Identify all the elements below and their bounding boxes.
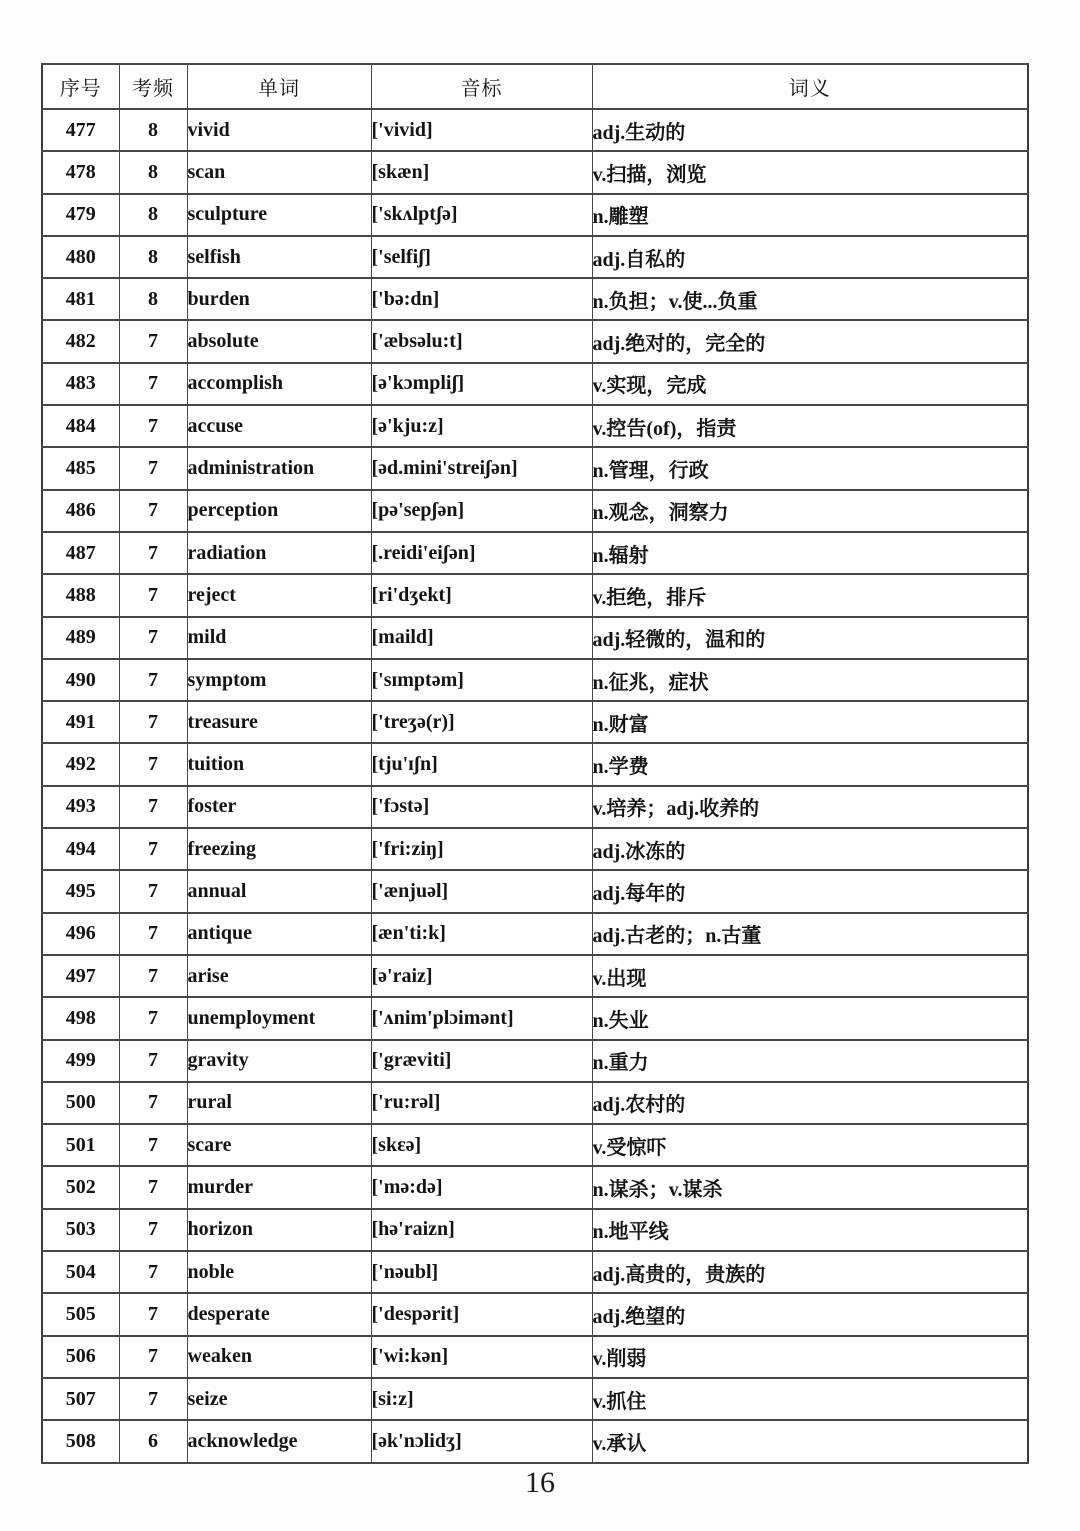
cell-phonetic: [pə'sepʃən]	[371, 490, 592, 532]
cell-no: 498	[42, 997, 119, 1039]
cell-no: 477	[42, 109, 119, 151]
vocab-table-header	[42, 64, 1028, 109]
cell-no: 481	[42, 278, 119, 320]
table-row	[42, 278, 1028, 320]
table-row	[42, 236, 1028, 278]
cell-phonetic: ['wi:kən]	[371, 1336, 592, 1378]
cell-word: treasure	[187, 701, 371, 743]
cell-meaning: n.管理，行政	[592, 447, 1028, 489]
cell-freq: 7	[119, 1124, 187, 1166]
cell-no: 480	[42, 236, 119, 278]
cell-phonetic: [maild]	[371, 617, 592, 659]
column-header-freq: 考频	[119, 64, 187, 109]
cell-phonetic: ['fri:ziŋ]	[371, 828, 592, 870]
table-row	[42, 870, 1028, 912]
column-header-phonetic: 音标	[371, 64, 592, 109]
cell-word: foster	[187, 786, 371, 828]
cell-phonetic: ['nəubl]	[371, 1251, 592, 1293]
cell-freq: 6	[119, 1420, 187, 1462]
cell-freq: 7	[119, 1166, 187, 1208]
cell-phonetic: ['mə:də]	[371, 1166, 592, 1208]
cell-phonetic: [ə'kju:z]	[371, 405, 592, 447]
cell-no: 491	[42, 701, 119, 743]
cell-phonetic: [skæn]	[371, 151, 592, 193]
table-row	[42, 997, 1028, 1039]
cell-word: vivid	[187, 109, 371, 151]
table-row	[42, 490, 1028, 532]
cell-no: 488	[42, 574, 119, 616]
table-row	[42, 532, 1028, 574]
table-row	[42, 659, 1028, 701]
cell-freq: 8	[119, 278, 187, 320]
cell-no: 479	[42, 194, 119, 236]
cell-phonetic: ['bə:dn]	[371, 278, 592, 320]
cell-freq: 7	[119, 1251, 187, 1293]
cell-meaning: adj.每年的	[592, 870, 1028, 912]
cell-meaning: v.培养；adj.收养的	[592, 786, 1028, 828]
cell-no: 493	[42, 786, 119, 828]
cell-freq: 7	[119, 532, 187, 574]
cell-meaning: v.抓住	[592, 1378, 1028, 1420]
cell-word: absolute	[187, 320, 371, 362]
cell-word: antique	[187, 913, 371, 955]
cell-no: 499	[42, 1040, 119, 1082]
cell-word: acknowledge	[187, 1420, 371, 1462]
cell-word: sculpture	[187, 194, 371, 236]
cell-no: 486	[42, 490, 119, 532]
cell-meaning: v.扫描，浏览	[592, 151, 1028, 193]
cell-freq: 7	[119, 490, 187, 532]
vocab-table-container	[41, 63, 1027, 1464]
cell-no: 506	[42, 1336, 119, 1378]
cell-meaning: adj.轻微的，温和的	[592, 617, 1028, 659]
table-row	[42, 913, 1028, 955]
cell-no: 501	[42, 1124, 119, 1166]
cell-meaning: v.拒绝，排斥	[592, 574, 1028, 616]
cell-freq: 7	[119, 955, 187, 997]
table-row	[42, 320, 1028, 362]
cell-freq: 7	[119, 1293, 187, 1335]
cell-no: 495	[42, 870, 119, 912]
table-row	[42, 1420, 1028, 1462]
cell-word: reject	[187, 574, 371, 616]
cell-no: 484	[42, 405, 119, 447]
cell-no: 502	[42, 1166, 119, 1208]
cell-no: 497	[42, 955, 119, 997]
table-row	[42, 1251, 1028, 1293]
table-row	[42, 363, 1028, 405]
cell-meaning: adj.古老的；n.古董	[592, 913, 1028, 955]
cell-no: 478	[42, 151, 119, 193]
cell-word: rural	[187, 1082, 371, 1124]
vocab-table-body	[42, 109, 1028, 1463]
vocab-table	[41, 63, 1029, 1464]
cell-meaning: adj.自私的	[592, 236, 1028, 278]
cell-freq: 7	[119, 786, 187, 828]
cell-phonetic: [.reidi'eiʃən]	[371, 532, 592, 574]
cell-phonetic: [ri'dʒekt]	[371, 574, 592, 616]
cell-phonetic: [æn'ti:k]	[371, 913, 592, 955]
table-row	[42, 1124, 1028, 1166]
cell-freq: 7	[119, 870, 187, 912]
cell-phonetic: [ə'raiz]	[371, 955, 592, 997]
cell-word: mild	[187, 617, 371, 659]
cell-freq: 7	[119, 447, 187, 489]
cell-freq: 7	[119, 320, 187, 362]
table-row	[42, 743, 1028, 785]
cell-meaning: adj.冰冻的	[592, 828, 1028, 870]
cell-phonetic: [skɛə]	[371, 1124, 592, 1166]
cell-meaning: adj.生动的	[592, 109, 1028, 151]
cell-phonetic: ['ru:rəl]	[371, 1082, 592, 1124]
cell-freq: 7	[119, 1040, 187, 1082]
cell-no: 500	[42, 1082, 119, 1124]
cell-freq: 7	[119, 743, 187, 785]
table-row	[42, 574, 1028, 616]
cell-freq: 7	[119, 659, 187, 701]
cell-word: gravity	[187, 1040, 371, 1082]
cell-freq: 7	[119, 913, 187, 955]
cell-word: weaken	[187, 1336, 371, 1378]
cell-meaning: adj.农村的	[592, 1082, 1028, 1124]
cell-word: murder	[187, 1166, 371, 1208]
cell-meaning: n.雕塑	[592, 194, 1028, 236]
cell-meaning: n.失业	[592, 997, 1028, 1039]
table-row	[42, 701, 1028, 743]
cell-word: seize	[187, 1378, 371, 1420]
cell-meaning: adj.高贵的，贵族的	[592, 1251, 1028, 1293]
cell-no: 508	[42, 1420, 119, 1462]
table-row	[42, 194, 1028, 236]
cell-word: noble	[187, 1251, 371, 1293]
cell-word: desperate	[187, 1293, 371, 1335]
cell-no: 490	[42, 659, 119, 701]
cell-meaning: n.谋杀；v.谋杀	[592, 1166, 1028, 1208]
cell-freq: 7	[119, 1378, 187, 1420]
cell-phonetic: ['ʌnim'plɔimənt]	[371, 997, 592, 1039]
cell-no: 492	[42, 743, 119, 785]
cell-meaning: n.负担；v.使...负重	[592, 278, 1028, 320]
cell-phonetic: ['selfiʃ]	[371, 236, 592, 278]
cell-phonetic: ['skʌlptʃə]	[371, 194, 592, 236]
cell-meaning: adj.绝望的	[592, 1293, 1028, 1335]
cell-phonetic: ['despərit]	[371, 1293, 592, 1335]
table-row	[42, 109, 1028, 151]
cell-meaning: n.地平线	[592, 1209, 1028, 1251]
cell-freq: 7	[119, 1082, 187, 1124]
table-row	[42, 1082, 1028, 1124]
cell-no: 503	[42, 1209, 119, 1251]
table-row	[42, 405, 1028, 447]
table-row	[42, 151, 1028, 193]
cell-meaning: n.学费	[592, 743, 1028, 785]
column-header-meaning: 词义	[592, 64, 1028, 109]
table-row	[42, 1336, 1028, 1378]
cell-word: scan	[187, 151, 371, 193]
cell-meaning: v.承认	[592, 1420, 1028, 1462]
page-number: 16	[525, 1466, 555, 1499]
cell-meaning: n.观念，洞察力	[592, 490, 1028, 532]
cell-freq: 7	[119, 363, 187, 405]
cell-word: horizon	[187, 1209, 371, 1251]
table-row	[42, 447, 1028, 489]
column-header-word: 单词	[187, 64, 371, 109]
cell-no: 483	[42, 363, 119, 405]
table-row	[42, 617, 1028, 659]
cell-phonetic: [əd.mini'streiʃən]	[371, 447, 592, 489]
table-row	[42, 1293, 1028, 1335]
table-row	[42, 955, 1028, 997]
cell-meaning: v.实现，完成	[592, 363, 1028, 405]
cell-no: 485	[42, 447, 119, 489]
table-row	[42, 1040, 1028, 1082]
cell-freq: 7	[119, 405, 187, 447]
cell-freq: 7	[119, 997, 187, 1039]
table-row	[42, 1166, 1028, 1208]
cell-no: 494	[42, 828, 119, 870]
cell-word: accomplish	[187, 363, 371, 405]
cell-freq: 8	[119, 151, 187, 193]
cell-no: 489	[42, 617, 119, 659]
header-row	[42, 64, 1028, 109]
cell-word: arise	[187, 955, 371, 997]
cell-meaning: n.重力	[592, 1040, 1028, 1082]
cell-no: 487	[42, 532, 119, 574]
cell-word: burden	[187, 278, 371, 320]
table-row	[42, 828, 1028, 870]
cell-phonetic: ['vivid]	[371, 109, 592, 151]
cell-freq: 7	[119, 1336, 187, 1378]
cell-no: 504	[42, 1251, 119, 1293]
cell-meaning: v.受惊吓	[592, 1124, 1028, 1166]
cell-word: tuition	[187, 743, 371, 785]
cell-freq: 7	[119, 828, 187, 870]
cell-meaning: n.征兆，症状	[592, 659, 1028, 701]
cell-phonetic: ['græviti]	[371, 1040, 592, 1082]
cell-word: symptom	[187, 659, 371, 701]
cell-phonetic: ['ænjuəl]	[371, 870, 592, 912]
cell-phonetic: [ə'kɔmpliʃ]	[371, 363, 592, 405]
cell-word: freezing	[187, 828, 371, 870]
cell-no: 505	[42, 1293, 119, 1335]
cell-freq: 7	[119, 1209, 187, 1251]
cell-word: scare	[187, 1124, 371, 1166]
cell-phonetic: [tju'ɪʃn]	[371, 743, 592, 785]
cell-phonetic: [ək'nɔlidʒ]	[371, 1420, 592, 1462]
cell-word: administration	[187, 447, 371, 489]
cell-meaning: v.控告(of)，指责	[592, 405, 1028, 447]
cell-no: 496	[42, 913, 119, 955]
cell-freq: 7	[119, 574, 187, 616]
cell-phonetic: ['sɪmptəm]	[371, 659, 592, 701]
cell-freq: 8	[119, 194, 187, 236]
column-header-no: 序号	[42, 64, 119, 109]
cell-meaning: v.削弱	[592, 1336, 1028, 1378]
cell-word: unemployment	[187, 997, 371, 1039]
cell-freq: 8	[119, 109, 187, 151]
cell-no: 507	[42, 1378, 119, 1420]
cell-word: selfish	[187, 236, 371, 278]
cell-word: accuse	[187, 405, 371, 447]
cell-freq: 8	[119, 236, 187, 278]
cell-phonetic: [hə'raizn]	[371, 1209, 592, 1251]
cell-word: perception	[187, 490, 371, 532]
cell-word: annual	[187, 870, 371, 912]
cell-phonetic: ['treʒə(r)]	[371, 701, 592, 743]
cell-meaning: adj.绝对的，完全的	[592, 320, 1028, 362]
cell-meaning: v.出现	[592, 955, 1028, 997]
table-row	[42, 786, 1028, 828]
cell-word: radiation	[187, 532, 371, 574]
cell-phonetic: [si:z]	[371, 1378, 592, 1420]
cell-no: 482	[42, 320, 119, 362]
table-row	[42, 1378, 1028, 1420]
cell-freq: 7	[119, 701, 187, 743]
cell-phonetic: ['fɔstə]	[371, 786, 592, 828]
cell-meaning: n.财富	[592, 701, 1028, 743]
cell-phonetic: ['æbsəlu:t]	[371, 320, 592, 362]
cell-freq: 7	[119, 617, 187, 659]
cell-meaning: n.辐射	[592, 532, 1028, 574]
table-row	[42, 1209, 1028, 1251]
